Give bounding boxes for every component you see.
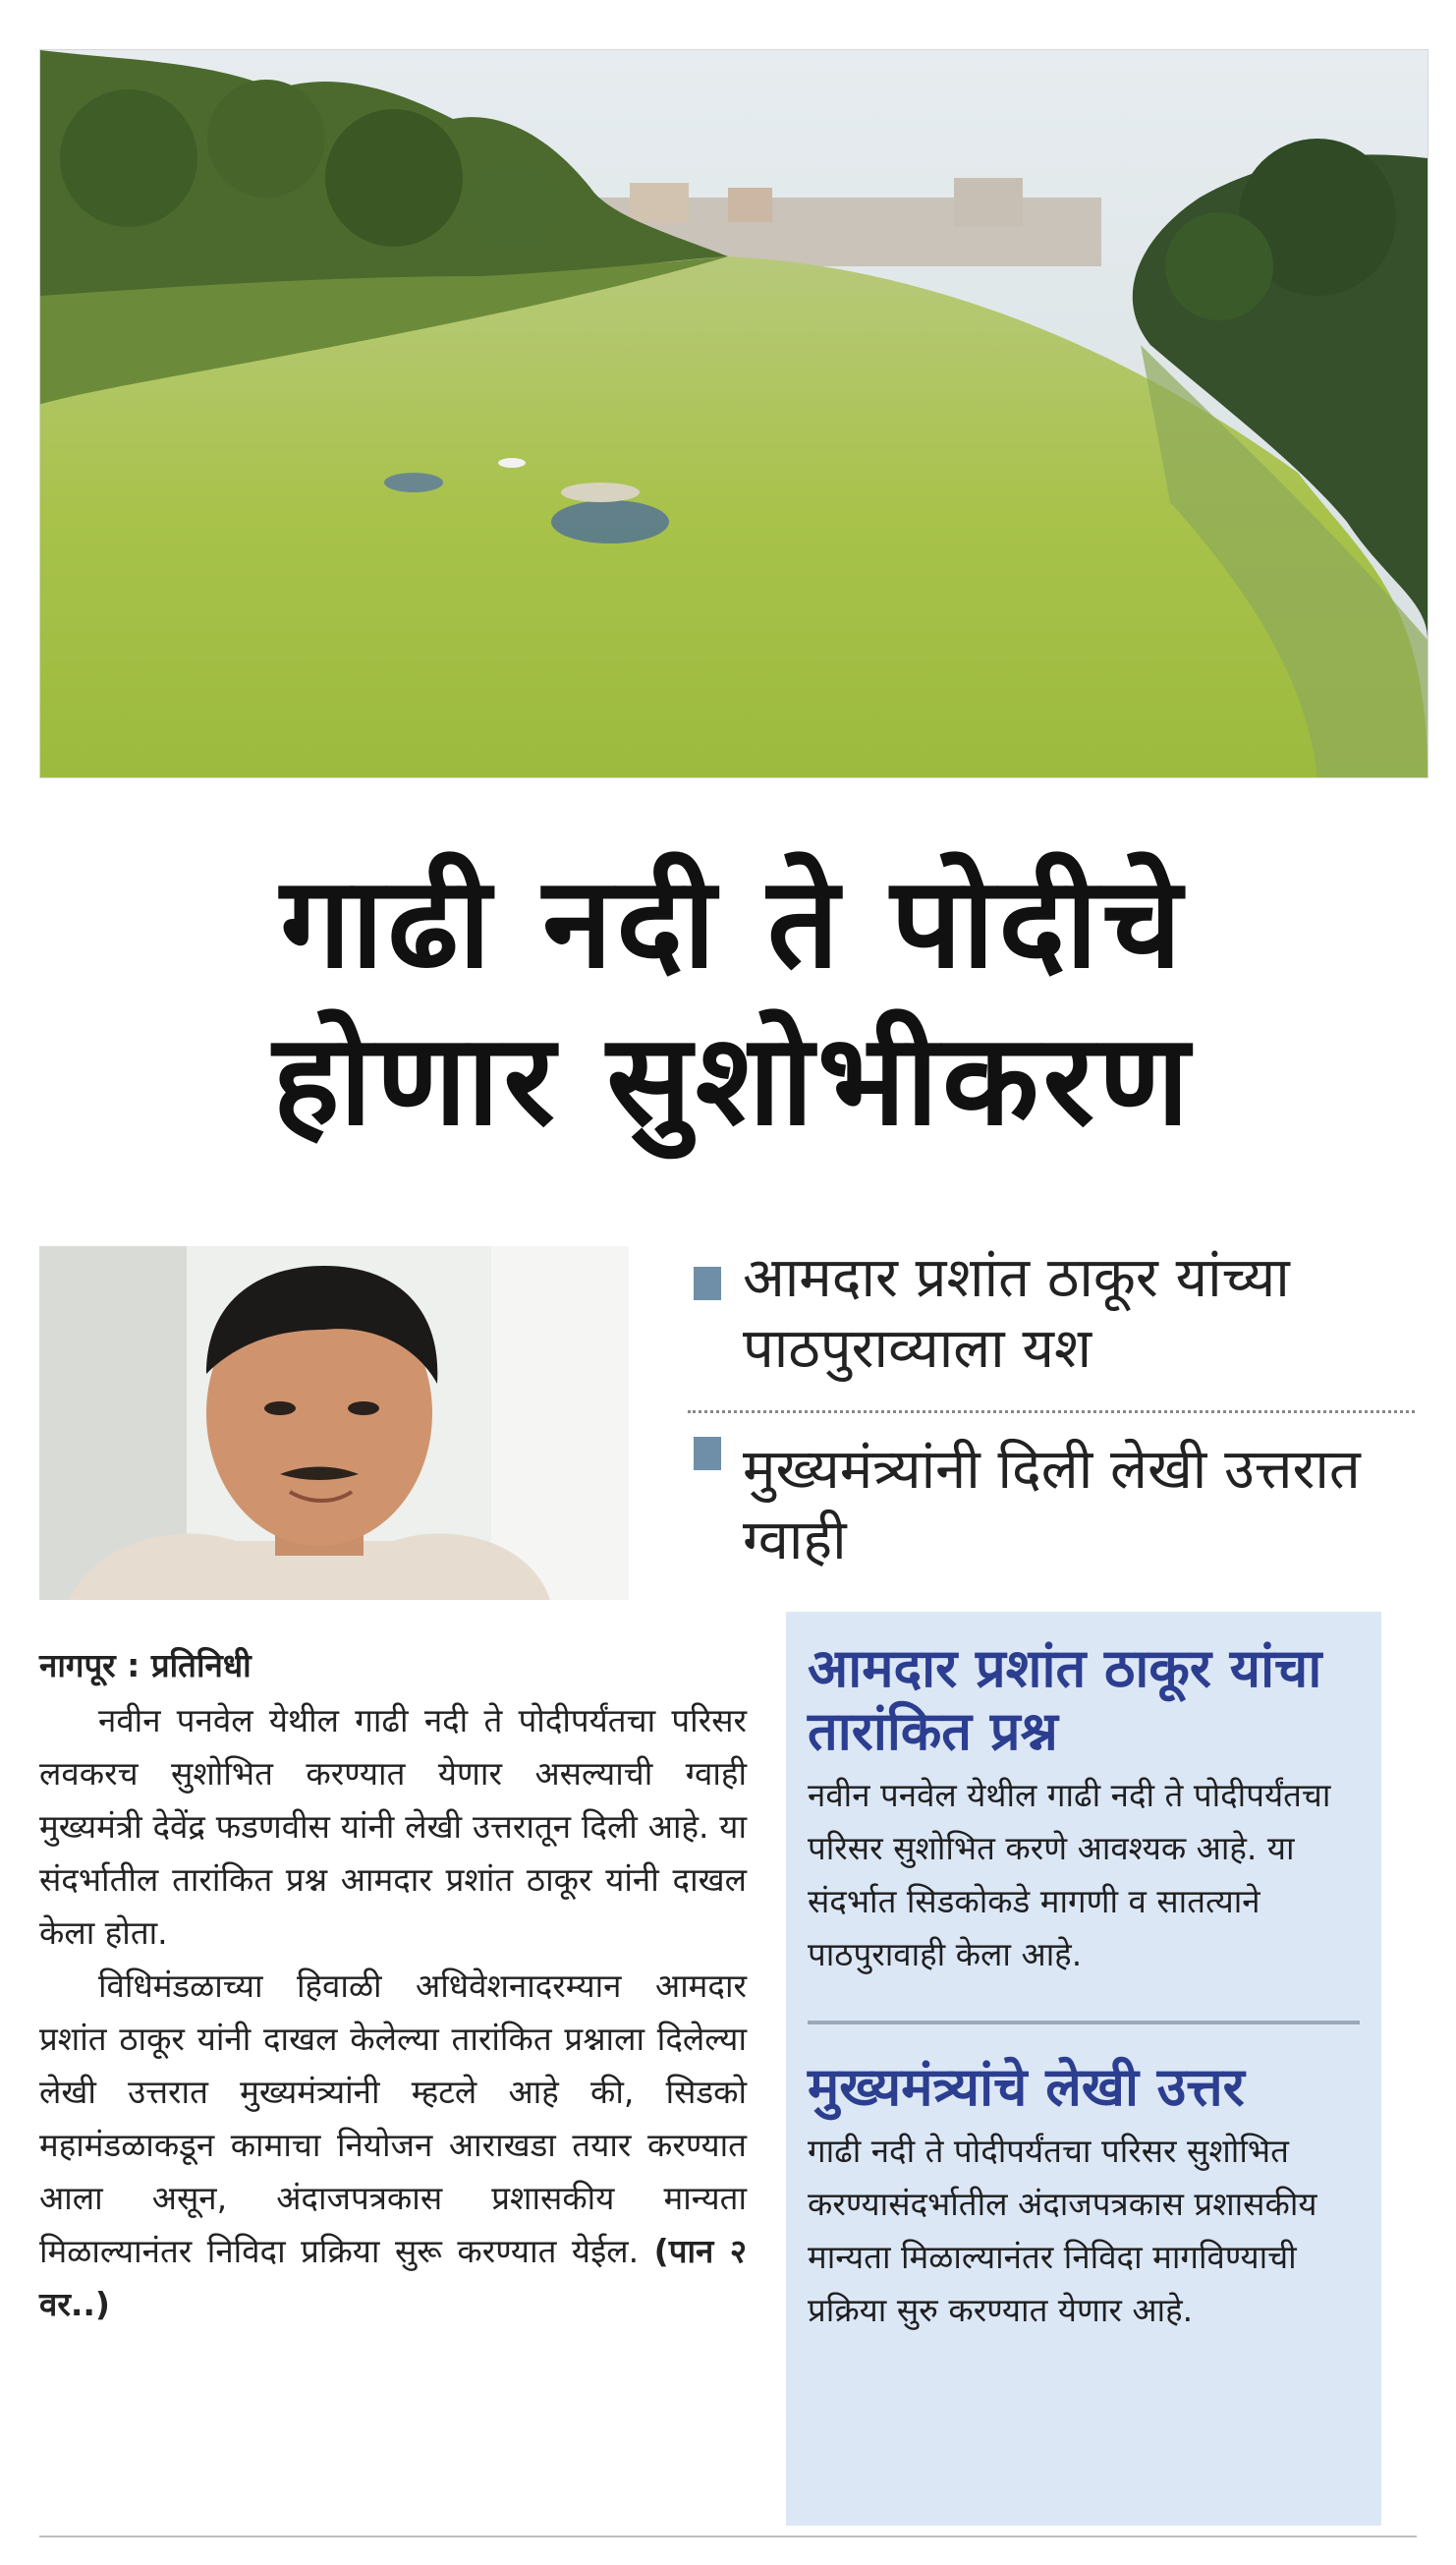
sidebar-heading-question: आमदार प्रशांत ठाकूर यांचा तारांकित प्रश्न	[808, 1637, 1322, 1762]
sub-points	[688, 1243, 1415, 1576]
article-body	[39, 1639, 747, 2331]
square-bullet-icon	[694, 1267, 721, 1300]
portrait-photo	[39, 1246, 629, 1600]
continued-on-page-2: (पान २ वर..)	[39, 2232, 747, 2323]
article-paragraph-1: नवीन पनवेल येथील गाढी नदी ते पोदीपर्यंतचा परिसर लवकरच सुशोभित करण्यात येणार असल्याची ग्वाही मुख्यमंत्री देवेंद्र फडणवीस यांनी लेखी उत्तरातून दिली आहे. या संदर्भातील तारांकित प्रश्न आमदार प्रशांत ठाकूर यांनी दाखल केला होता.	[39, 1701, 747, 1952]
sub-point-2	[688, 1413, 1415, 1576]
sub-point-1	[688, 1243, 1415, 1413]
sub-point-2-text: मुख्यमंत्र्यांनी दिली लेखी उत्तरात ग्वाही	[743, 1438, 1361, 1572]
portrait-illustration	[39, 1246, 629, 1600]
headline-line-2: होणार सुशोभीकरण	[272, 1007, 1194, 1154]
article-paragraph-2	[39, 1960, 747, 2331]
sub-point-1-text: आमदार प्रशांत ठाकूर यांच्या पाठपुराव्याला यश	[743, 1246, 1290, 1381]
sidebar-text-answer: गाढी नदी ते पोदीपर्यंतचा परिसर सुशोभित करण्यासंदर्भातील अंदाजपत्रकास प्रशासकीय मान्यता मिळाल्यानंतर निविदा मागविण्याची प्रक्रिया सुरु करण्यात येणार आहे.	[808, 2132, 1317, 2329]
sidebar-divider	[808, 2021, 1360, 2024]
article-paragraph-2-text: विधिमंडळाच्या हिवाळी अधिवेशनादरम्यान आमदार प्रशांत ठाकूर यांनी दाखल केलेल्या तारांकित प्रश्नाला दिलेल्या लेखी उत्तरात मुख्यमंत्र्यांनी म्हटले आहे की, सिडको महामंडळाकडून कामाचा नियोजन आराखडा तयार करण्यात आला असून, अंदाजपत्रकास प्रशासकीय मान्यता मिळाल्यानंतर निविदा प्रक्रिया सुरू करण्यात येईल.	[39, 1966, 747, 2270]
sidebar-box	[786, 1612, 1381, 2526]
bottom-divider	[39, 2536, 1417, 2537]
square-bullet-icon	[694, 1437, 721, 1470]
headline	[39, 845, 1427, 1160]
sidebar-text-question: नवीन पनवेल येथील गाढी नदी ते पोदीपर्यंतचा परिसर सुशोभित करणे आवश्यक आहे. या संदर्भात सिडकोकडे मागणी व सातत्याने पाठपुरावाही केला आहे.	[808, 1776, 1331, 1973]
dateline: नागपूर : प्रतिनिधी	[39, 1646, 252, 1684]
headline-line-1: गाढी नदी ते पोदीचे	[280, 850, 1186, 997]
river-photo	[39, 49, 1428, 778]
river-photo-illustration	[40, 50, 1428, 777]
sidebar-heading-answer: मुख्यमंत्र्यांचे लेखी उत्तर	[808, 2056, 1245, 2118]
